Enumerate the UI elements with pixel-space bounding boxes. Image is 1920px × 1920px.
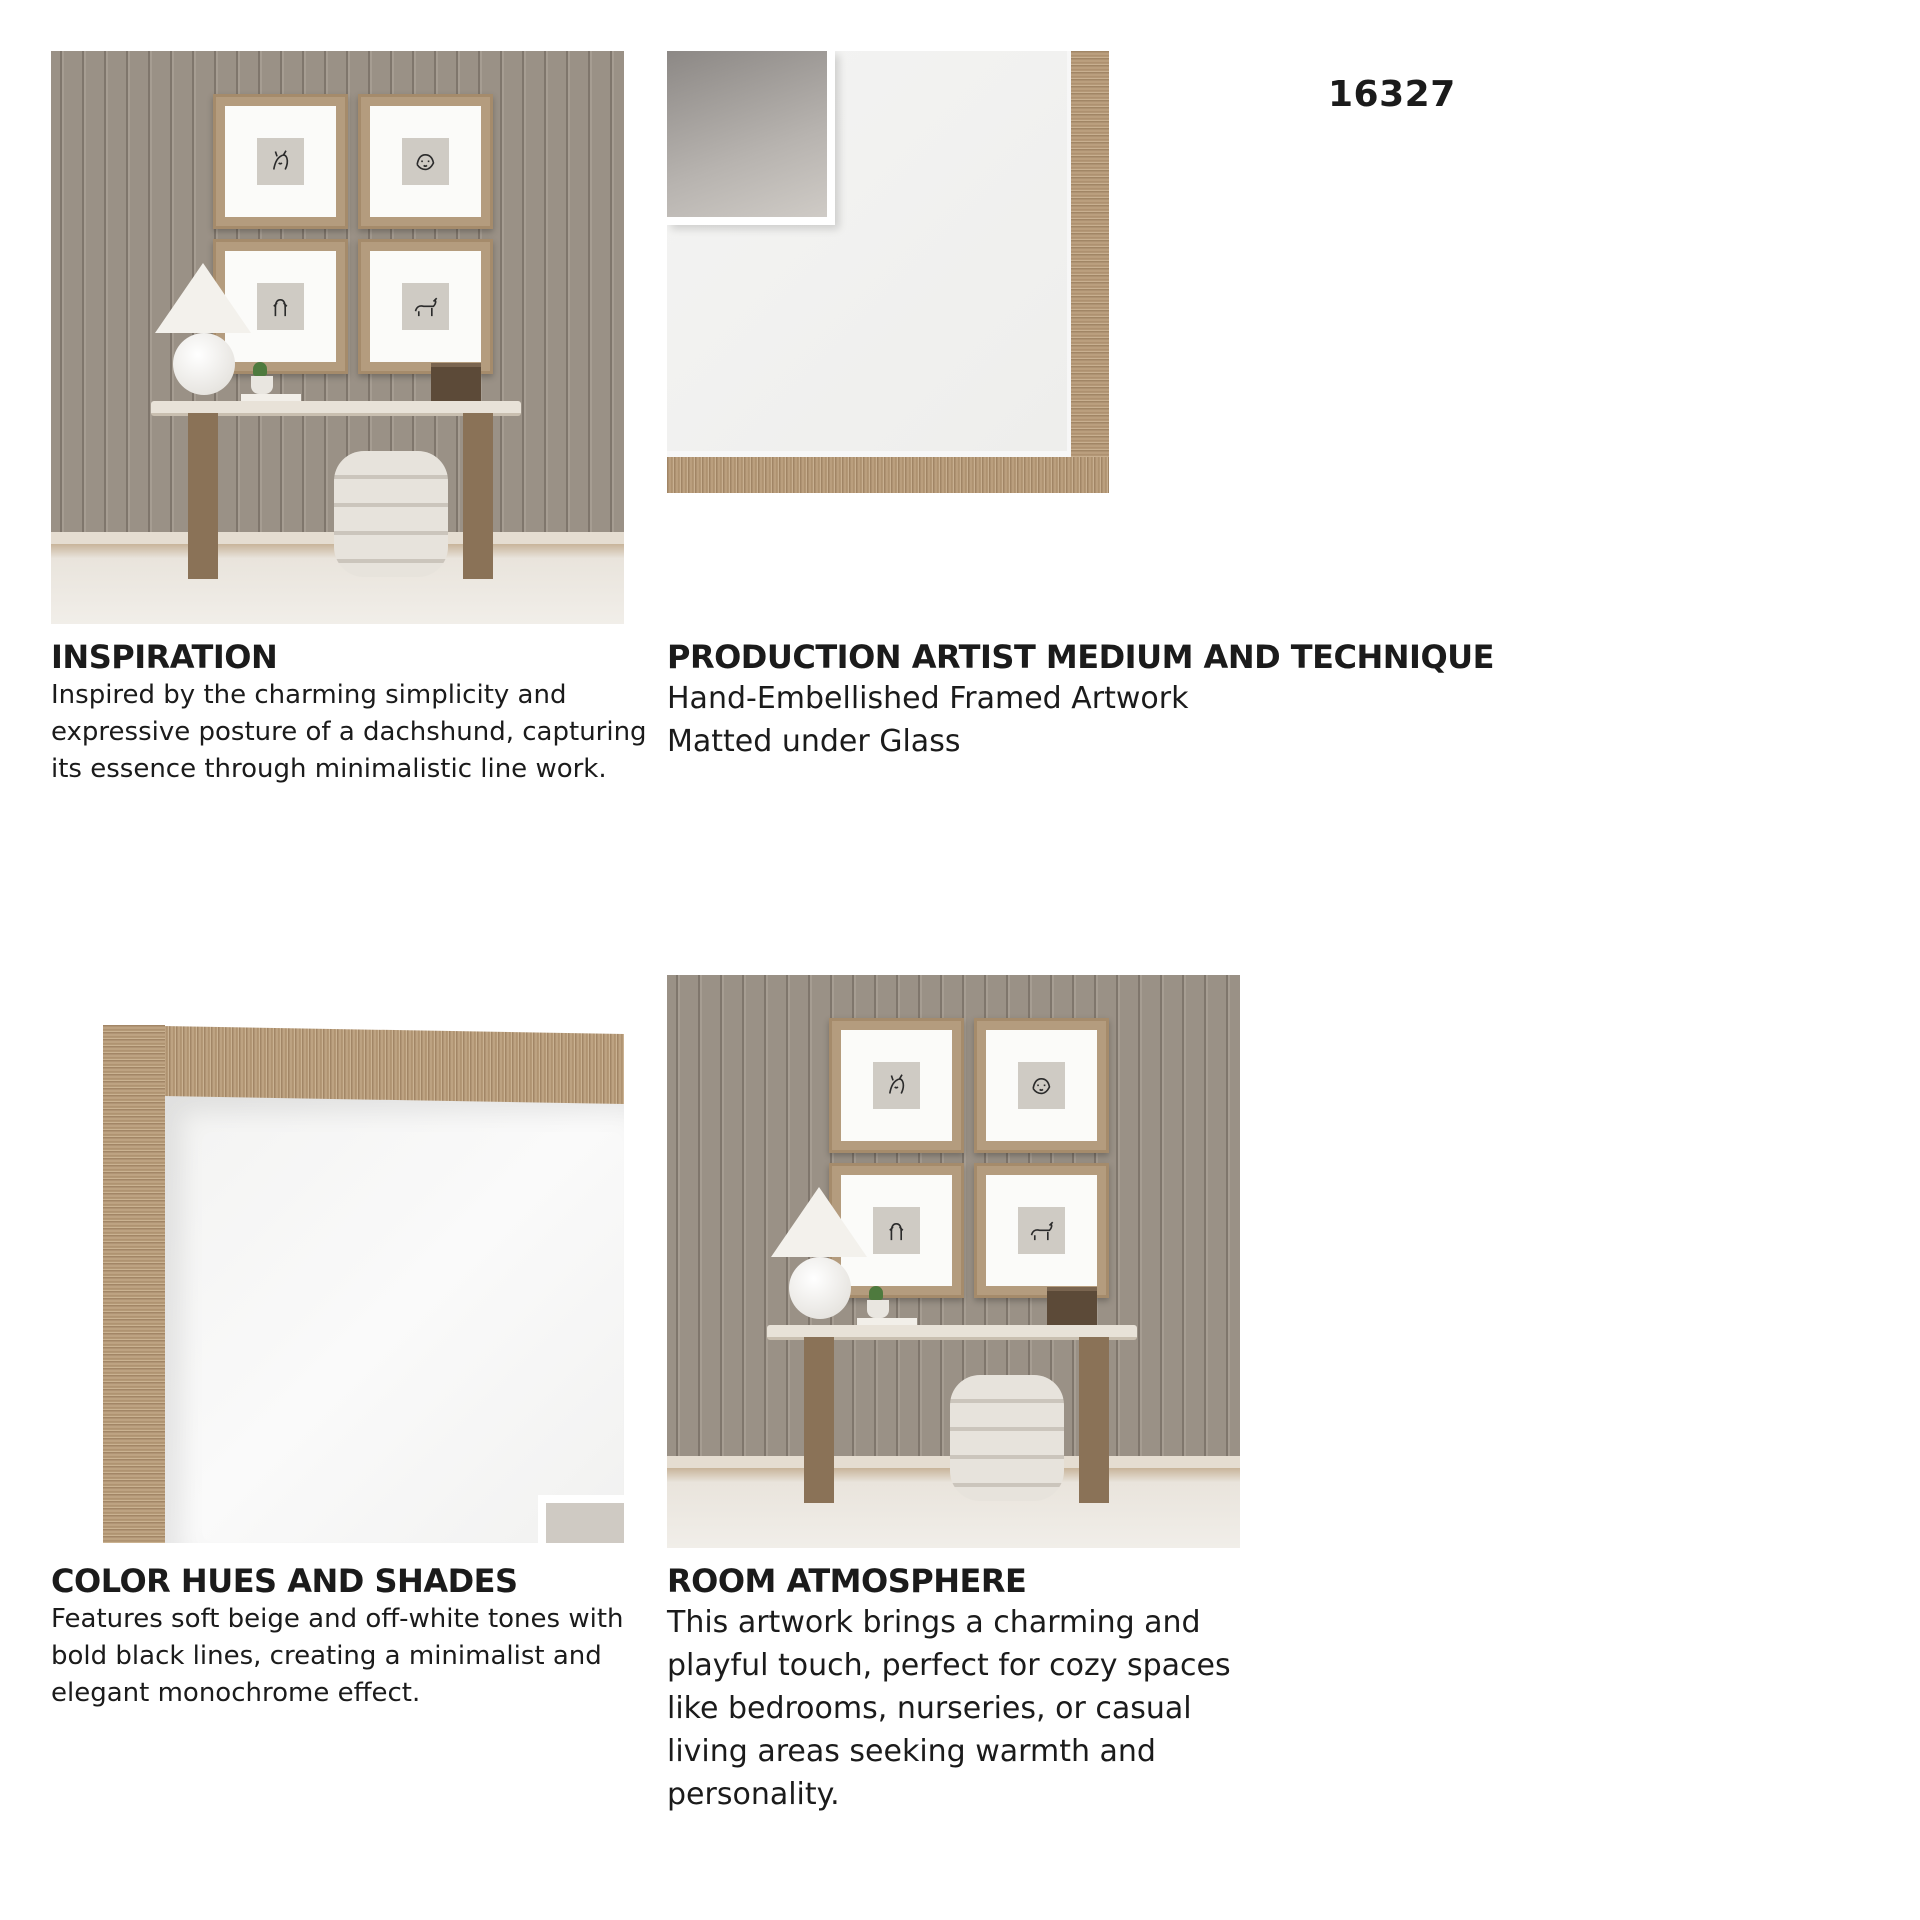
glass-mat-area: [165, 1095, 624, 1543]
console-table-leg-right: [463, 413, 493, 579]
decor-box: [431, 363, 481, 405]
boucle-pouf: [334, 451, 448, 577]
color-line-1: Features soft beige and off-white tones with: [51, 1604, 624, 1634]
framed-print-4: [358, 239, 493, 374]
room-line-5: personality.: [667, 1777, 840, 1812]
dachshund-sketch-icon: [1025, 1214, 1058, 1247]
color-heading: COLOR HUES AND SHADES: [51, 1562, 518, 1600]
framed-print-4: [974, 1163, 1109, 1298]
production-heading: PRODUCTION ARTIST MEDIUM AND TECHNIQUE: [667, 638, 1494, 676]
dog-sketch-icon: [409, 145, 442, 178]
print-corner: [538, 1495, 624, 1543]
console-table-leg-right: [1079, 1337, 1109, 1503]
room-line-4: living areas seeking warmth and: [667, 1734, 1156, 1769]
print-edge: [667, 51, 835, 225]
room-scene-photo-bottom: [667, 975, 1240, 1548]
table-lamp-base: [173, 333, 235, 395]
wood-frame-rail-top: [106, 1025, 624, 1104]
product-number: 16327: [1328, 74, 1456, 115]
production-line-2: Matted under Glass: [667, 724, 961, 759]
color-text: [51, 1601, 624, 1712]
dog-sketch-icon: [1025, 1069, 1058, 1102]
dog-sketch-icon: [880, 1069, 913, 1102]
room-line-3: like bedrooms, nurseries, or casual: [667, 1691, 1192, 1726]
wood-frame-rail-bottom: [667, 457, 1109, 493]
potted-plant: [867, 1300, 889, 1318]
wood-frame-rail-left: [103, 1025, 165, 1543]
inspiration-line-1: Inspired by the charming simplicity and: [51, 680, 567, 710]
room-line-2: playful touch, perfect for cozy spaces: [667, 1648, 1231, 1683]
dachshund-sketch-icon: [409, 290, 442, 323]
room-line-1: This artwork brings a charming and: [667, 1605, 1201, 1640]
framed-print-1: [829, 1018, 964, 1153]
boucle-pouf: [950, 1375, 1064, 1501]
table-lamp-shade: [155, 263, 251, 333]
room-scene-photo-top: [51, 51, 624, 624]
room-atmosphere-heading: ROOM ATMOSPHERE: [667, 1562, 1027, 1600]
inspiration-line-3: its essence through minimalistic line work.: [51, 754, 607, 784]
dog-sketch-icon: [264, 145, 297, 178]
frame-corner-detail-photo: [667, 51, 1109, 493]
dog-sketch-icon: [264, 290, 297, 323]
framed-print-1: [213, 94, 348, 229]
room-atmosphere-text: [667, 1601, 1231, 1816]
frame-corner-angle-photo: [51, 1025, 624, 1543]
inspiration-line-2: expressive posture of a dachshund, capturing: [51, 717, 647, 747]
inspiration-text: [51, 677, 647, 788]
dog-sketch-icon: [880, 1214, 913, 1247]
color-line-2: bold black lines, creating a minimalist and: [51, 1641, 602, 1671]
color-line-3: elegant monochrome effect.: [51, 1678, 421, 1708]
framed-print-2: [358, 94, 493, 229]
console-table-leg-left: [804, 1337, 834, 1503]
decor-box: [1047, 1287, 1097, 1329]
console-table-leg-left: [188, 413, 218, 579]
inspiration-heading: INSPIRATION: [51, 638, 278, 676]
table-lamp-shade: [771, 1187, 867, 1257]
wood-frame-rail-right: [1071, 51, 1109, 493]
production-line-1: Hand-Embellished Framed Artwork: [667, 681, 1189, 716]
potted-plant: [251, 376, 273, 394]
production-text: [667, 677, 1188, 763]
table-lamp-base: [789, 1257, 851, 1319]
framed-print-2: [974, 1018, 1109, 1153]
